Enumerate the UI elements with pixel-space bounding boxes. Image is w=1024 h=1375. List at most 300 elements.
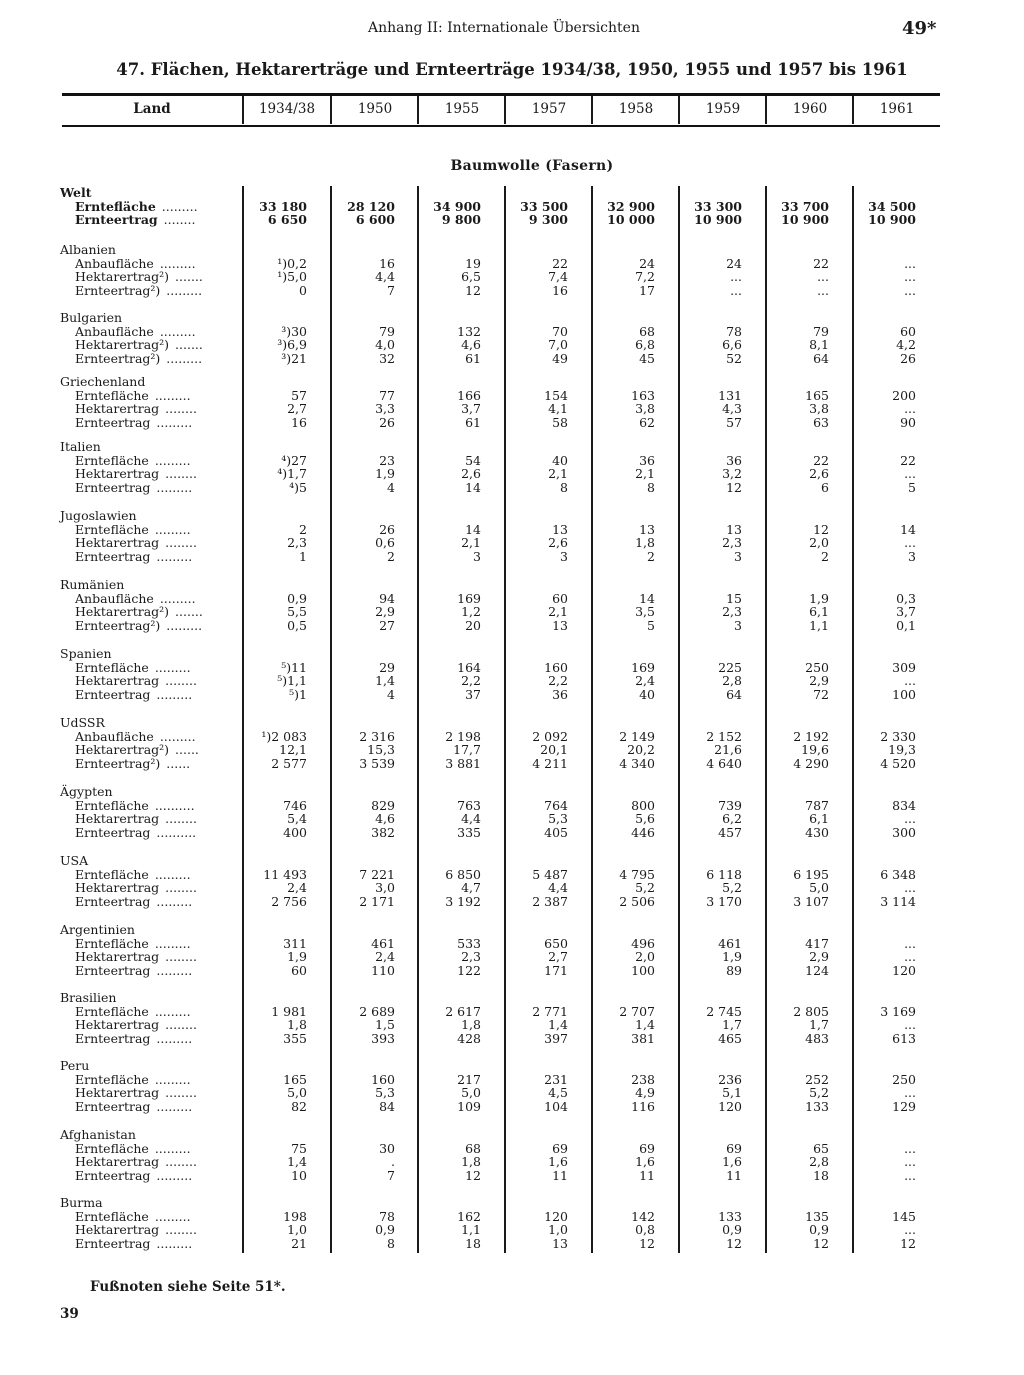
- row-label-text: Ernteertrag²): [75, 756, 161, 772]
- table-row: [0, 826, 1024, 840]
- leader-dots: .........: [154, 659, 191, 675]
- table-cell: 12: [639, 1236, 655, 1252]
- table-row: [0, 619, 1024, 633]
- table-cell: 1,1: [809, 618, 829, 634]
- table-cell: ...: [904, 949, 916, 965]
- country-name: Ägypten: [60, 784, 113, 799]
- table-cell: 32: [379, 351, 395, 367]
- table-cell: 129: [892, 1099, 916, 1115]
- table-cell: 2,3: [461, 949, 481, 965]
- table-cell: 3,2: [722, 466, 742, 482]
- table-cell: 5,3: [375, 1085, 395, 1101]
- table-cell: 7,0: [548, 337, 568, 353]
- table-cell: ⁴)27: [281, 452, 307, 468]
- table-cell: 1,6: [722, 1154, 742, 1170]
- row-label-text: Hektarertrag: [75, 466, 160, 482]
- leader-dots: .........: [159, 590, 196, 606]
- table-cell: 26: [900, 351, 916, 367]
- table-cell: 6 600: [355, 212, 395, 228]
- column-header-year: 1961: [879, 101, 915, 117]
- table-cell: 169: [457, 590, 481, 606]
- table-cell: 34 900: [433, 198, 481, 214]
- table-cell: 4 795: [619, 866, 655, 882]
- table-cell: 763: [457, 797, 481, 813]
- country-name: Griechenland: [60, 374, 146, 389]
- row-label: [75, 284, 202, 298]
- leader-dots: .........: [166, 283, 203, 299]
- table-cell: 104: [544, 1099, 568, 1115]
- table-row: [0, 950, 1024, 964]
- row-label: [75, 1237, 192, 1251]
- row-label: [75, 688, 192, 702]
- table-cell: 20,1: [540, 742, 568, 758]
- table-cell: ...: [904, 1140, 916, 1156]
- row-label: [75, 352, 202, 366]
- row-label-text: Hektarertrag: [75, 535, 160, 551]
- table-cell: 1,9: [287, 949, 307, 965]
- table-cell: 1,8: [461, 1017, 481, 1033]
- table-cell: 1: [299, 549, 307, 565]
- table-cell: 2 152: [706, 728, 742, 744]
- table-cell: 22: [552, 255, 568, 271]
- table-cell: 2,1: [461, 535, 481, 551]
- table-cell: 461: [371, 935, 395, 951]
- table-cell: 69: [726, 1140, 742, 1156]
- country-name: Spanien: [60, 646, 112, 661]
- column-header-land: Land: [133, 101, 171, 117]
- table-cell: ...: [904, 1154, 916, 1170]
- table-cell: 12: [465, 1168, 481, 1184]
- row-label-text: Hektarertrag: [75, 1154, 160, 1170]
- table-row: [0, 1100, 1024, 1114]
- country-name: Bulgarien: [60, 310, 123, 325]
- table-row: [0, 481, 1024, 495]
- table-cell: 300: [892, 825, 916, 841]
- leader-dots: .........: [154, 1208, 191, 1224]
- table-cell: ...: [904, 535, 916, 551]
- table-cell: 9 800: [441, 212, 481, 228]
- table-cell: 1,4: [548, 1017, 568, 1033]
- leader-dots: .........: [154, 935, 191, 951]
- table-cell: 8: [387, 1236, 395, 1252]
- table-row: [0, 1237, 1024, 1251]
- table-cell: 162: [457, 1208, 481, 1224]
- table-cell: 19: [465, 255, 481, 271]
- table-cell: 14: [900, 521, 916, 537]
- table-cell: 483: [805, 1031, 829, 1047]
- row-label-text: Erntefläche: [75, 521, 149, 537]
- column-divider: [852, 96, 854, 124]
- column-header-year: 1958: [618, 101, 654, 117]
- table-cell: 4 640: [706, 756, 742, 772]
- table-row: [0, 895, 1024, 909]
- table-cell: 23: [379, 452, 395, 468]
- table-cell: 133: [805, 1099, 829, 1115]
- table-cell: 120: [544, 1208, 568, 1224]
- table-cell: 3: [908, 549, 916, 565]
- table-cell: 8: [560, 480, 568, 496]
- table-cell: ...: [817, 269, 829, 285]
- leader-dots: .........: [154, 1140, 191, 1156]
- table-cell: 18: [813, 1168, 829, 1184]
- leader-dots: .......: [175, 337, 203, 353]
- table-cell: 82: [291, 1099, 307, 1115]
- table-cell: 405: [544, 825, 568, 841]
- table-cell: 2,0: [809, 535, 829, 551]
- table-cell: 30: [379, 1140, 395, 1156]
- table-cell: 72: [813, 687, 829, 703]
- table-cell: 236: [718, 1071, 742, 1087]
- table-cell: 3: [734, 618, 742, 634]
- table-cell: 1,9: [809, 590, 829, 606]
- table-cell: 2 707: [619, 1003, 655, 1019]
- country-name: Welt: [60, 185, 92, 200]
- table-cell: 3 539: [359, 756, 395, 772]
- row-label-text: Ernteertrag: [75, 1236, 151, 1252]
- table-cell: ³)30: [281, 323, 307, 339]
- row-label-text: Hektarertrag²): [75, 604, 170, 620]
- leader-dots: .........: [161, 198, 198, 214]
- table-cell: 2: [299, 521, 307, 537]
- table-cell: ...: [904, 673, 916, 689]
- leader-dots: .........: [156, 1236, 193, 1252]
- table-cell: 33 300: [694, 198, 742, 214]
- table-cell: 120: [718, 1099, 742, 1115]
- country-heading-row: [0, 991, 1024, 1005]
- table-cell: 787: [805, 797, 829, 813]
- country-heading-row: [0, 375, 1024, 389]
- row-label-text: Erntefläche: [75, 1003, 149, 1019]
- table-cell: 1,4: [635, 1017, 655, 1033]
- table-cell: 13: [552, 521, 568, 537]
- table-cell: 829: [371, 797, 395, 813]
- table-cell: ...: [904, 401, 916, 417]
- table-cell: 4,6: [375, 811, 395, 827]
- table-cell: 2,1: [548, 604, 568, 620]
- table-cell: 225: [718, 659, 742, 675]
- table-cell: 0,9: [287, 590, 307, 606]
- table-cell: 4,5: [548, 1085, 568, 1101]
- leader-dots: .........: [156, 415, 193, 431]
- table-cell: 6,5: [461, 269, 481, 285]
- table-cell: 4: [387, 687, 395, 703]
- table-cell: 166: [457, 387, 481, 403]
- table-cell: 9 300: [528, 212, 568, 228]
- table-row: [0, 1223, 1024, 1237]
- table-cell: 2 387: [532, 894, 568, 910]
- leader-dots: ........: [165, 401, 197, 417]
- table-cell: 238: [631, 1071, 655, 1087]
- leader-dots: .........: [166, 351, 203, 367]
- row-label-text: Erntefläche: [75, 866, 149, 882]
- table-cell: 2 689: [359, 1003, 395, 1019]
- table-cell: 135: [805, 1208, 829, 1224]
- table-cell: 22: [900, 452, 916, 468]
- table-cell: 465: [718, 1031, 742, 1047]
- country-name: UdSSR: [60, 715, 105, 730]
- table-cell: 5: [908, 480, 916, 496]
- leader-dots: .........: [154, 387, 191, 403]
- table-cell: ¹)2 083: [261, 728, 307, 744]
- country-name: Italien: [60, 439, 101, 454]
- row-label-text: Erntefläche: [75, 387, 149, 403]
- table-cell: 2,3: [722, 604, 742, 620]
- table-cell: 1,4: [375, 673, 395, 689]
- table-cell: 2 745: [706, 1003, 742, 1019]
- table-cell: 1,8: [287, 1017, 307, 1033]
- table-cell: 11 493: [263, 866, 307, 882]
- table-cell: 3 169: [880, 1003, 916, 1019]
- table-cell: 12: [465, 283, 481, 299]
- leader-dots: .......: [175, 604, 203, 620]
- table-cell: 33 180: [259, 198, 307, 214]
- table-cell: 400: [283, 825, 307, 841]
- row-label: [75, 964, 192, 978]
- row-label-text: Hektarertrag²): [75, 269, 170, 285]
- column-divider: [242, 96, 244, 124]
- table-cell: 7 221: [359, 866, 395, 882]
- leader-dots: .........: [154, 452, 191, 468]
- table-cell: 69: [639, 1140, 655, 1156]
- column-divider: [504, 96, 506, 124]
- leader-dots: ........: [165, 880, 197, 896]
- row-label-text: Hektarertrag: [75, 1222, 160, 1238]
- column-header-year: 1955: [444, 101, 480, 117]
- table-cell: 19,6: [801, 742, 829, 758]
- table-cell: 764: [544, 797, 568, 813]
- table-cell: 5,4: [287, 811, 307, 827]
- table-cell: 10 900: [694, 212, 742, 228]
- country-name: Albanien: [60, 242, 116, 257]
- table-cell: 0,3: [896, 590, 916, 606]
- table-cell: 16: [379, 255, 395, 271]
- table-cell: .: [391, 1154, 395, 1170]
- table-cell: 6 195: [793, 866, 829, 882]
- table-cell: 2,4: [635, 673, 655, 689]
- table-cell: 7: [387, 283, 395, 299]
- column-divider: [330, 96, 332, 124]
- table-cell: 1,8: [635, 535, 655, 551]
- table-cell: 12: [726, 480, 742, 496]
- table-cell: 12: [900, 1236, 916, 1252]
- table-cell: 2: [821, 549, 829, 565]
- table-cell: 4,4: [461, 811, 481, 827]
- table-row: [0, 1169, 1024, 1183]
- table-row: [0, 402, 1024, 416]
- table-cell: 250: [805, 659, 829, 675]
- table-cell: 2,9: [375, 604, 395, 620]
- table-cell: 6,8: [635, 337, 655, 353]
- table-cell: 428: [457, 1031, 481, 1047]
- country-heading-row: [0, 647, 1024, 661]
- table-cell: ⁴)5: [289, 480, 307, 496]
- table-cell: 5,0: [287, 1085, 307, 1101]
- table-cell: 2 092: [532, 728, 568, 744]
- leader-dots: ........: [165, 1017, 197, 1033]
- table-cell: 2,6: [461, 466, 481, 482]
- table-cell: 5 487: [532, 866, 568, 882]
- table-cell: 457: [718, 825, 742, 841]
- row-label-text: Hektarertrag: [75, 401, 160, 417]
- table-row: [0, 674, 1024, 688]
- table-cell: 2 316: [359, 728, 395, 744]
- column-header-year: 1960: [792, 101, 828, 117]
- table-cell: 381: [631, 1031, 655, 1047]
- row-label: [75, 1100, 192, 1114]
- table-cell: 3,7: [896, 604, 916, 620]
- leader-dots: ........: [165, 1085, 197, 1101]
- table-cell: 3 881: [445, 756, 481, 772]
- table-cell: 496: [631, 935, 655, 951]
- leader-dots: ........: [165, 535, 197, 551]
- table-cell: ...: [904, 935, 916, 951]
- table-row: [0, 881, 1024, 895]
- table-cell: 26: [379, 415, 395, 431]
- table-cell: 64: [726, 687, 742, 703]
- table-cell: 164: [457, 659, 481, 675]
- table-cell: 160: [544, 659, 568, 675]
- table-cell: 79: [379, 323, 395, 339]
- country-heading-row: [0, 509, 1024, 523]
- table-cell: 10 900: [868, 212, 916, 228]
- table-cell: 2,7: [287, 401, 307, 417]
- table-cell: 28 120: [347, 198, 395, 214]
- table-cell: 5: [647, 618, 655, 634]
- table-cell: ...: [904, 1085, 916, 1101]
- table-cell: 84: [379, 1099, 395, 1115]
- table-cell: ...: [904, 283, 916, 299]
- column-header-year: 1957: [531, 101, 567, 117]
- table-cell: 5,0: [809, 880, 829, 896]
- column-divider: [417, 96, 419, 124]
- table-cell: 10 900: [781, 212, 829, 228]
- table-cell: 231: [544, 1071, 568, 1087]
- table-cell: 1,0: [287, 1222, 307, 1238]
- table-cell: 163: [631, 387, 655, 403]
- row-label-text: Hektarertrag²): [75, 337, 170, 353]
- table-cell: ...: [904, 1222, 916, 1238]
- table-cell: 60: [291, 963, 307, 979]
- table-cell: 36: [639, 452, 655, 468]
- table-cell: 0,9: [809, 1222, 829, 1238]
- table-cell: 2: [387, 549, 395, 565]
- table-cell: 13: [639, 521, 655, 537]
- table-cell: 3: [734, 549, 742, 565]
- table-cell: 32 900: [607, 198, 655, 214]
- row-label-text: Hektarertrag: [75, 1017, 160, 1033]
- row-label-text: Anbaufläche: [75, 255, 154, 271]
- row-label-text: Ernteertrag: [75, 549, 151, 565]
- table-cell: 62: [639, 415, 655, 431]
- table-cell: 311: [283, 935, 307, 951]
- table-cell: 0,9: [722, 1222, 742, 1238]
- table-cell: 3,5: [635, 604, 655, 620]
- table-cell: 16: [291, 415, 307, 431]
- table-cell: 5,3: [548, 811, 568, 827]
- table-cell: 746: [283, 797, 307, 813]
- table-cell: 1,9: [375, 466, 395, 482]
- table-cell: 68: [639, 323, 655, 339]
- table-cell: 61: [465, 351, 481, 367]
- table-cell: 45: [639, 351, 655, 367]
- table-cell: 11: [552, 1168, 568, 1184]
- page-id: 39: [60, 1306, 79, 1322]
- table-cell: 461: [718, 935, 742, 951]
- row-label: [75, 895, 192, 909]
- table-cell: 49: [552, 351, 568, 367]
- table-cell: 2,0: [635, 949, 655, 965]
- column-header-year: 1950: [357, 101, 393, 117]
- table-cell: 11: [726, 1168, 742, 1184]
- table-cell: 21: [291, 1236, 307, 1252]
- row-label-text: Ernteertrag: [75, 1031, 151, 1047]
- row-label: [75, 826, 196, 840]
- table-cell: 20,2: [627, 742, 655, 758]
- table-cell: 16: [552, 283, 568, 299]
- table-cell: 1,7: [809, 1017, 829, 1033]
- table-cell: 2 330: [880, 728, 916, 744]
- table-cell: 250: [892, 1071, 916, 1087]
- table-cell: 2,2: [548, 673, 568, 689]
- table-cell: 446: [631, 825, 655, 841]
- leader-dots: .........: [156, 1031, 193, 1047]
- table-cell: 1,1: [461, 1222, 481, 1238]
- table-cell: 60: [900, 323, 916, 339]
- table-cell: 1,2: [461, 604, 481, 620]
- column-divider: [591, 96, 593, 124]
- table-cell: 5,2: [635, 880, 655, 896]
- table-cell: ...: [904, 880, 916, 896]
- table-cell: ...: [904, 1168, 916, 1184]
- table-cell: 2,3: [287, 535, 307, 551]
- row-label-text: Erntefläche: [75, 1071, 149, 1087]
- table-cell: 2 149: [619, 728, 655, 744]
- table-cell: 29: [379, 659, 395, 675]
- table-cell: 68: [465, 1140, 481, 1156]
- leader-dots: ......: [175, 742, 199, 758]
- table-cell: 2,6: [809, 466, 829, 482]
- table-row: [0, 352, 1024, 366]
- table-cell: 0,6: [375, 535, 395, 551]
- table-cell: 1,9: [722, 949, 742, 965]
- table-cell: ...: [904, 1017, 916, 1033]
- table-cell: 4,9: [635, 1085, 655, 1101]
- table-cell: 61: [465, 415, 481, 431]
- table-cell: 309: [892, 659, 916, 675]
- table-cell: 110: [371, 963, 395, 979]
- leader-dots: .........: [159, 323, 196, 339]
- country-name: Jugoslawien: [60, 508, 137, 523]
- leader-dots: .........: [156, 480, 193, 496]
- table-cell: 12: [813, 1236, 829, 1252]
- row-label-text: Ernteertrag: [75, 1168, 151, 1184]
- leader-dots: .........: [154, 1003, 191, 1019]
- table-cell: 36: [726, 452, 742, 468]
- table-cell: 11: [639, 1168, 655, 1184]
- table-cell: 2 192: [793, 728, 829, 744]
- table-cell: 21,6: [714, 742, 742, 758]
- table-cell: 6,1: [809, 604, 829, 620]
- table-cell: 40: [639, 687, 655, 703]
- table-cell: 6: [821, 480, 829, 496]
- table-cell: ...: [730, 283, 742, 299]
- table-cell: 5,0: [461, 1085, 481, 1101]
- table-cell: 12: [726, 1236, 742, 1252]
- table-cell: 145: [892, 1208, 916, 1224]
- table-cell: 2,1: [635, 466, 655, 482]
- table-cell: 4 520: [880, 756, 916, 772]
- table-cell: 78: [379, 1208, 395, 1224]
